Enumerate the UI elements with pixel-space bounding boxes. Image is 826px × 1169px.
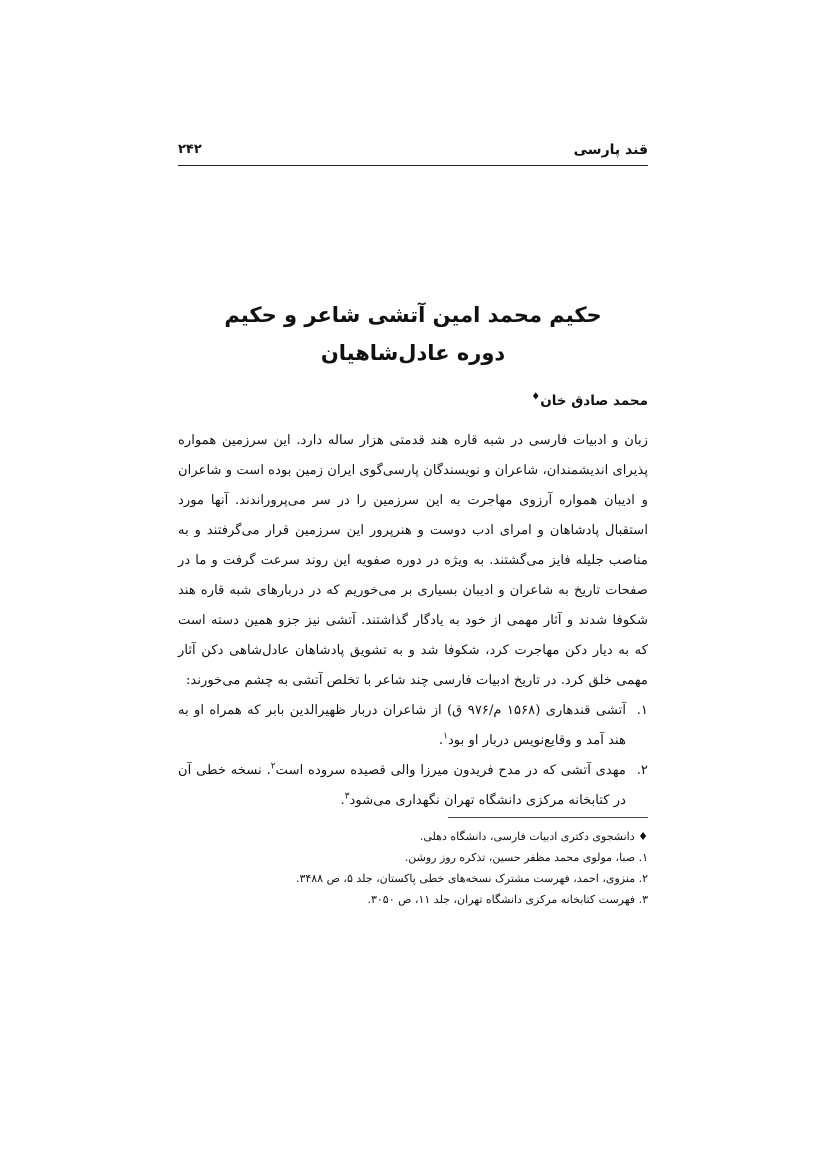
footnote-3: ۳. فهرست کتابخانه مرکزی دانشگاه تهران، جلد ۱۱، ص ۳۰۵۰. (367, 893, 648, 906)
article-title-line-1: حکیم محمد امین آتشی شاعر و حکیم (224, 303, 602, 327)
article-body (178, 426, 648, 816)
journal-name: قند پارسی (573, 142, 648, 158)
article-title (178, 296, 648, 372)
intro-paragraph: زبان و ادبیات فارسی در شبه قاره هند قدمتی هزار ساله دارد. این سرزمین همواره پذیرای اندیشمندان، شاعران و نویسندگان پارسی‌گوی ایران زمین بوده است و شاعران و ادیبان همواره آرزوی مهاجرت به این سرزمین را در سر می‌پروراندند. آنها مورد استقبال پادشاهان و امرای ادب دوست و هنرپرور این سرزمین قرار می‌گرفتند و به مناصب جلیله فایز می‌گشتند. به ویژه در دوره صفویه این روند سرعت گرفت و ما در صفحات تاریخ به شاعران و ادیبان بسیاری بر می‌خوریم که در دربارهای شبه قاره هند شکوفا شدند و آثار مهمی از خود به یادگار گذاشتند. آتشی نیز جزو همین دسته است که به دیار دکن مهاجرت کرد، شکوفا شد و به تشویق پادشاهان عادل‌شاهی دکن آثار مهمی خلق کرد. در تاریخ ادبیات فارسی چند شاعر با تخلص آتشی به چشم می‌خورند: (178, 433, 648, 688)
footnote-ref[interactable]: ۱ (443, 731, 448, 742)
list-item-body: آتشی قندهاری (۱۵۶۸ م/۹۷۶ ق) از شاعران دربار ظهیرالدین بابر که همراه او به هند آمد و وقایع‌نویس دربار او بود (178, 703, 626, 748)
author-footnote-mark: ♦ (531, 391, 541, 403)
running-header (178, 139, 648, 166)
poet-list (178, 696, 648, 816)
footnote-divider (448, 817, 648, 818)
footnote-ref[interactable]: ۳ (344, 791, 350, 802)
list-item-body: مهدی آتشی که در مدح فریدون میرزا والی قصیده سروده است (275, 763, 626, 778)
list-item-text (178, 756, 626, 816)
list-item-tail: . (438, 733, 444, 748)
list-item-number: ۲. (636, 763, 648, 778)
footnotes (178, 826, 648, 910)
list-item-text (178, 696, 626, 756)
list-item-tail: . (340, 793, 345, 808)
list-item (178, 696, 648, 756)
footnote-author-affiliation: ♦ دانشجوی دکتری ادبیات فارسی، دانشگاه دهلی. (419, 830, 648, 843)
page-number: ۲۴۲ (178, 142, 202, 157)
author-name: محمد صادق خان (540, 393, 648, 409)
list-item-tail: . نسخه خطی آن در کتابخانه مرکزی دانشگاه تهران نگهداری می‌شود (178, 763, 626, 808)
article-title-line-2: دوره عادل‌شاهیان (320, 341, 506, 365)
author-line (531, 390, 648, 412)
list-item (178, 756, 648, 816)
footnote-1: ۱. صبا، مولوی محمد مظفر حسین، تذکره روز روشن. (404, 851, 648, 864)
footnote-2: ۲. منزوی، احمد، فهرست مشترک نسخه‌های خطی پاکستان، جلد ۵، ص ۳۴۸۸. (295, 872, 648, 885)
list-item-number: ۱. (636, 703, 648, 718)
footnote-ref[interactable]: ۲ (270, 761, 276, 772)
